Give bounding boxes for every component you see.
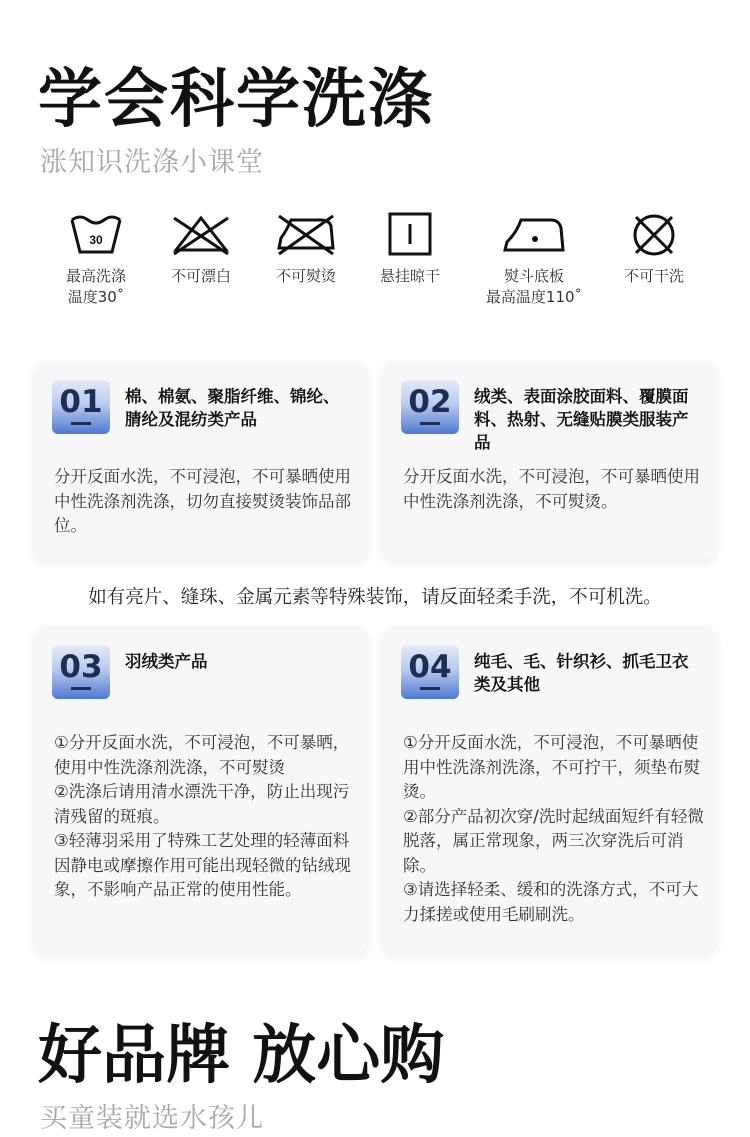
card-paragraph: ②洗涤后请用清水漂洗干净，防止出现污清残留的斑痕。 bbox=[54, 782, 350, 826]
wash-30-icon bbox=[66, 208, 126, 258]
page-subtitle: 涨知识洗涤小课堂 bbox=[40, 147, 264, 178]
card-paragraph: 分开反面水洗，不可浸泡，不可暴晒使用中性洗涤剂洗涤，不可熨烫。 bbox=[403, 467, 700, 511]
number-badge-underline bbox=[71, 687, 91, 690]
care-card-03 bbox=[34, 627, 368, 953]
care-symbols-row bbox=[0, 208, 750, 328]
care-card-01 bbox=[34, 362, 368, 560]
care-symbol-iron-max-110 bbox=[464, 208, 604, 308]
care-card-04 bbox=[383, 627, 716, 953]
no-iron-icon bbox=[273, 208, 339, 258]
number-badge bbox=[52, 645, 110, 699]
care-label: 不可漂白 bbox=[170, 267, 231, 285]
card-paragraph: 分开反面水洗，不可浸泡，不可暴晒使用中性洗涤剂洗涤，切勿直接熨烫装饰品部位。 bbox=[54, 467, 351, 535]
care-symbol-no-dry-clean bbox=[584, 208, 724, 287]
hang-dry-icon bbox=[380, 208, 440, 258]
card-paragraph: ②部分产品初次穿/洗时起绒面短纤有轻微脱落，属正常现象，两三次穿洗后可消除。 bbox=[403, 806, 704, 875]
no-bleach-icon bbox=[168, 208, 234, 258]
card-paragraph: ①分开反面水洗，不可浸泡，不可暴晒使用中性洗涤剂洗涤，不可拧干，须垫布熨烫。 bbox=[403, 733, 700, 801]
card-paragraph: ③请选择轻柔、缓和的洗涤方式，不可大力揉搓或使用毛刷刷洗。 bbox=[403, 880, 699, 924]
number-badge-text: 04 bbox=[408, 649, 452, 685]
number-badge bbox=[52, 380, 110, 434]
wash-temp-text: 30 bbox=[89, 233, 103, 247]
number-badge-text: 01 bbox=[59, 384, 103, 420]
care-label: 不可熨烫 bbox=[275, 267, 336, 285]
number-badge bbox=[401, 380, 459, 434]
number-badge-underline bbox=[71, 422, 91, 425]
care-symbol-hang-dry bbox=[340, 208, 480, 287]
care-label: 最高洗涤 温度30˚ bbox=[65, 267, 126, 306]
card-body bbox=[54, 465, 356, 539]
number-badge-text: 02 bbox=[408, 384, 452, 420]
care-label: 不可干洗 bbox=[623, 267, 684, 285]
number-badge-underline bbox=[420, 687, 440, 690]
card-paragraph: ③轻薄羽采用了特殊工艺处理的轻薄面料因静电或摩擦作用可能出现轻微的钻绒现象，不影响产品正常的使用性能。 bbox=[54, 831, 351, 899]
card-title: 棉、棉氨、聚脂纤维、锦纶、腈纶及混纺类产品 bbox=[125, 387, 340, 429]
card-body bbox=[403, 465, 704, 514]
number-badge-text: 03 bbox=[59, 649, 103, 685]
care-label: 熨斗底板 最高温度110˚ bbox=[485, 267, 583, 306]
no-dry-clean-icon bbox=[624, 208, 684, 258]
special-decoration-notice: 如有亮片、缝珠、金属元素等特殊装饰，请反面轻柔手洗，不可机洗。 bbox=[88, 587, 662, 608]
card-body bbox=[403, 731, 704, 927]
number-badge-underline bbox=[420, 422, 440, 425]
card-title: 羽绒类产品 bbox=[125, 652, 208, 671]
brand-subtitle: 买童装就选水孩儿 bbox=[40, 1103, 264, 1134]
iron-max-110-icon bbox=[499, 208, 569, 258]
number-badge bbox=[401, 645, 459, 699]
care-card-02 bbox=[383, 362, 716, 560]
page-title: 学会科学洗涤 bbox=[38, 63, 434, 137]
brand-slogan: 好品牌 放心购 bbox=[38, 1019, 445, 1093]
card-title: 绒类、表面涂胶面料、覆膜面料、热射、无缝贴膜类服装产品 bbox=[474, 387, 689, 452]
card-paragraph: ①分开反面水洗，不可浸泡，不可暴晒，使用中性洗涤剂洗涤，不可熨烫 bbox=[54, 733, 350, 777]
card-title: 纯毛、毛、针织衫、抓毛卫衣类及其他 bbox=[474, 652, 689, 694]
care-label: 悬挂晾干 bbox=[379, 267, 440, 285]
card-body bbox=[54, 731, 356, 903]
